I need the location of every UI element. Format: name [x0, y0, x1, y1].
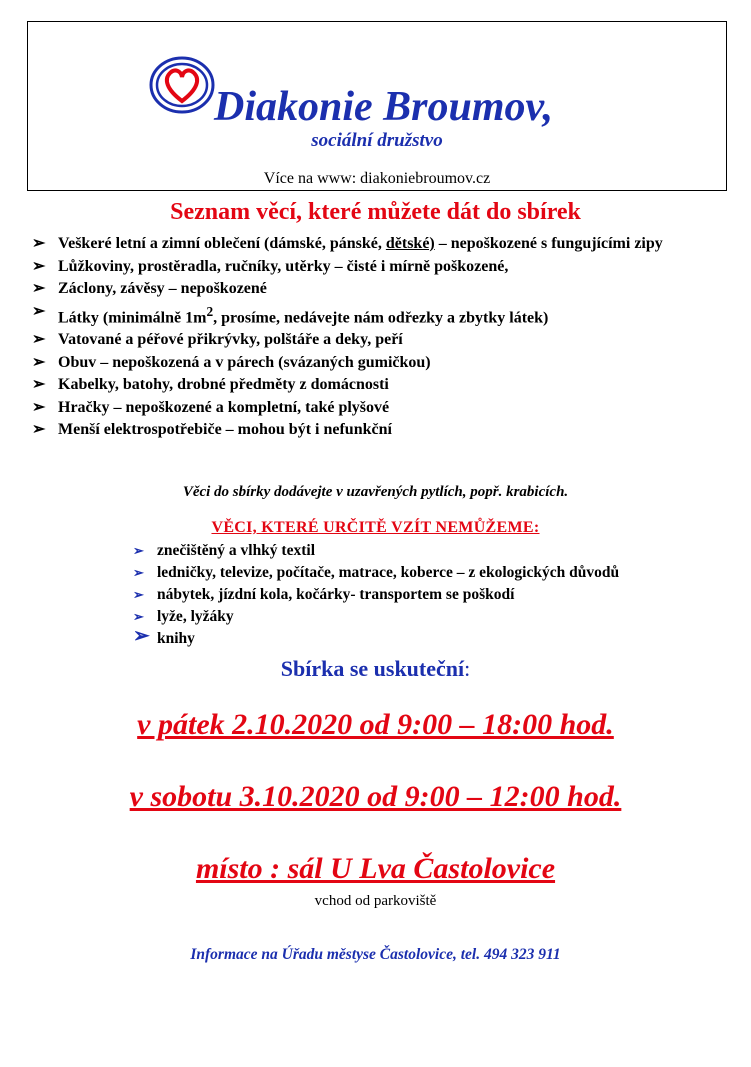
arrow-bullet-icon: ➢ — [32, 302, 46, 320]
accept-list — [32, 233, 722, 442]
reject-item: ➢ nábytek, jízdní kola, kočárky- transportem se poškodí — [133, 584, 733, 606]
accept-item: ➢ Kabelky, batohy, drobné předměty z domácnosti — [32, 374, 722, 397]
event-date-friday: v pátek 2.10.2020 od 9:00 – 18:00 hod. — [137, 708, 614, 741]
event-date-saturday: v sobotu 3.10.2020 od 9:00 – 12:00 hod. — [129, 780, 622, 813]
arrow-bullet-icon: ➢ — [133, 587, 144, 602]
accept-item: ➢ Hračky – nepoškozené a kompletní, také plyšové — [32, 397, 722, 420]
accept-item: ➢ Lůžkoviny, prostěradla, ručníky, utěrky – čisté i mírně poškozené, — [32, 256, 722, 279]
accept-heading: Seznam věcí, které můžete dát do sbírek — [170, 199, 581, 225]
event-place: místo : sál U Lva Častolovice — [195, 852, 556, 885]
arrow-bullet-icon: ➢ — [32, 353, 46, 371]
header-box — [27, 21, 727, 191]
website-line: Více na www: diakoniebroumov.cz — [263, 170, 491, 187]
accept-item: ➢ Obuv – nepoškozená a v párech (svázaných gumičkou) — [32, 352, 722, 375]
arrow-bullet-icon: ➢ — [32, 235, 46, 252]
entrance-note: vchod od parkoviště — [314, 893, 437, 909]
event-title: Sbírka se uskuteční: — [280, 656, 471, 681]
reject-item: ➢ ledničky, televize, počítače, matrace, koberce – z ekologických důvodů — [133, 562, 733, 584]
arrow-bullet-icon: ➢ — [32, 376, 46, 394]
diakonie-logo-icon — [148, 55, 220, 115]
arrow-bullet-icon: ➢ — [32, 331, 46, 349]
arrow-bullet-icon: ➢ — [32, 280, 46, 297]
reject-heading: VĚCI, KTERÉ URČITĚ VZÍT NEMŮŽEME: — [211, 519, 540, 536]
arrow-bullet-icon: ➢ — [32, 421, 46, 439]
reject-list — [133, 540, 733, 650]
accept-item: ➢ Vatované a péřové přikrývky, polštáře a deky, peří — [32, 329, 722, 352]
accept-item: ➢ Látky (minimálně $1m^2$, prosíme, nedávejte nám odřezky a zbytky látek) — [32, 302, 549, 326]
reject-item: ➢ znečištěný a vlhký textil — [133, 540, 733, 562]
info-line: Informace na Úřadu městyse Častolovice, tel. 494 323 911 — [190, 946, 561, 963]
arrow-bullet-icon: ➢ — [133, 543, 144, 558]
reject-item: ➢ knihy — [133, 625, 195, 647]
accept-item: ➢ Záclony, závěsy – nepoškozené — [32, 278, 722, 301]
brand-subtitle: sociální družstvo — [311, 130, 443, 151]
arrow-bullet-icon: ➢ — [133, 609, 144, 624]
brand-name: Diakonie Broumov, — [214, 84, 554, 130]
arrow-bullet-icon: ➢ — [133, 625, 150, 647]
accept-item: ➢ Menší elektrospotřebiče – mohou být i nefunkční — [32, 419, 722, 442]
arrow-bullet-icon: ➢ — [133, 565, 144, 580]
arrow-bullet-icon: ➢ — [32, 257, 46, 275]
arrow-bullet-icon: ➢ — [32, 398, 46, 416]
accept-item: ➢ Veškeré letní a zimní oblečení (dámské, pánské, dětské) – nepoškozené s fungujícími zipy — [32, 233, 722, 256]
reject-item: ➢ lyže, lyžáky — [133, 606, 733, 628]
packing-note: Věci do sbírky dodávejte v uzavřených pytlích, popř. krabicích. — [182, 484, 569, 500]
